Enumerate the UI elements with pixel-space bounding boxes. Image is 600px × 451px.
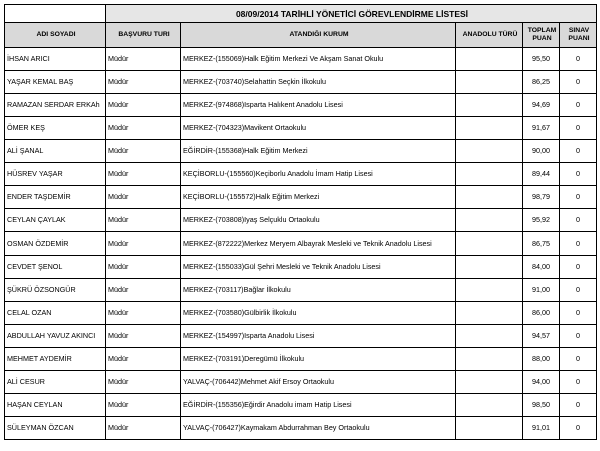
cell-exam: 0 — [560, 232, 597, 256]
assignment-list-table — [4, 4, 597, 440]
cell-type: Müdür — [106, 71, 181, 94]
cell-type: Müdür — [106, 417, 181, 440]
header-institution: ATANDIĞI KURUM — [181, 23, 456, 48]
cell-exam: 0 — [560, 417, 597, 440]
cell-name: YAŞAR KEMAL BAŞ — [5, 71, 106, 94]
cell-institution: MERKEZ-(872222)Merkez Meryem Albayrak Mesleki ve Teknik Anadolu Lisesi — [181, 232, 456, 256]
header-name: ADI SOYADI — [5, 23, 106, 48]
cell-institution: MERKEZ-(703117)Bağlar İlkokulu — [181, 279, 456, 302]
cell-name: ŞÜKRÜ ÖZSONGÜR — [5, 279, 106, 302]
cell-name: ALİ CESUR — [5, 371, 106, 394]
cell-total: 94,69 — [523, 94, 560, 117]
cell-total: 86,25 — [523, 71, 560, 94]
cell-total: 86,75 — [523, 232, 560, 256]
cell-name: CEVDET ŞENOL — [5, 256, 106, 279]
cell-name: ENDER TAŞDEMİR — [5, 186, 106, 209]
header-exam: SINAV PUANI — [560, 23, 597, 48]
cell-exam: 0 — [560, 325, 597, 348]
cell-name: HÜSREV YAŞAR — [5, 163, 106, 186]
cell-institution: MERKEZ-(974868)Isparta Halıkent Anadolu Lisesi — [181, 94, 456, 117]
cell-anadolu — [456, 186, 523, 209]
cell-anadolu — [456, 140, 523, 163]
column-header-row — [5, 23, 597, 48]
cell-name: SÜLEYMAN ÖZCAN — [5, 417, 106, 440]
cell-exam: 0 — [560, 279, 597, 302]
cell-total: 89,44 — [523, 163, 560, 186]
cell-name: ABDULLAH YAVUZ AKINCI — [5, 325, 106, 348]
cell-total: 91,00 — [523, 279, 560, 302]
table-row — [5, 140, 597, 163]
table-row — [5, 48, 597, 71]
table-row — [5, 302, 597, 325]
cell-anadolu — [456, 232, 523, 256]
cell-anadolu — [456, 348, 523, 371]
cell-type: Müdür — [106, 117, 181, 140]
cell-institution: MERKEZ-(703580)Gülbirlik İlkokulu — [181, 302, 456, 325]
cell-exam: 0 — [560, 163, 597, 186]
header-total: TOPLAM PUAN — [523, 23, 560, 48]
table-title: 08/09/2014 TARİHLİ YÖNETİCİ GÖREVLENDİRME LİSTESİ — [106, 5, 597, 23]
table-body — [5, 48, 597, 440]
cell-total: 98,50 — [523, 394, 560, 417]
cell-institution: MERKEZ-(155069)Halk Eğitim Merkezi Ve Akşam Sanat Okulu — [181, 48, 456, 71]
cell-institution: MERKEZ-(704323)Mavikent Ortaokulu — [181, 117, 456, 140]
cell-institution: YALVAÇ-(706427)Kaymakam Abdurrahman Bey Ortaokulu — [181, 417, 456, 440]
cell-institution: MERKEZ-(703740)Selahattin Seçkin İlkokulu — [181, 71, 456, 94]
header-anadolu: ANADOLU TÜRÜ — [456, 23, 523, 48]
cell-institution: MERKEZ-(155033)Gül Şehri Mesleki ve Teknik Anadolu Lisesi — [181, 256, 456, 279]
cell-exam: 0 — [560, 256, 597, 279]
table-row — [5, 209, 597, 232]
cell-name: RAMAZAN SERDAR ERKAh — [5, 94, 106, 117]
cell-total: 88,00 — [523, 348, 560, 371]
cell-type: Müdür — [106, 348, 181, 371]
cell-total: 91,67 — [523, 117, 560, 140]
cell-anadolu — [456, 371, 523, 394]
table-row — [5, 71, 597, 94]
table-row — [5, 186, 597, 209]
cell-type: Müdür — [106, 394, 181, 417]
cell-institution: MERKEZ-(154997)Isparta Anadolu Lisesi — [181, 325, 456, 348]
cell-exam: 0 — [560, 94, 597, 117]
cell-exam: 0 — [560, 348, 597, 371]
cell-anadolu — [456, 279, 523, 302]
cell-institution: EĞİRDİR-(155356)Eğirdir Anadolu imam Hatip Lisesi — [181, 394, 456, 417]
cell-exam: 0 — [560, 48, 597, 71]
cell-name: HAŞAN CEYLAN — [5, 394, 106, 417]
cell-anadolu — [456, 325, 523, 348]
cell-exam: 0 — [560, 117, 597, 140]
table-row — [5, 348, 597, 371]
cell-name: CELAL OZAN — [5, 302, 106, 325]
cell-type: Müdür — [106, 209, 181, 232]
cell-type: Müdür — [106, 163, 181, 186]
cell-anadolu — [456, 117, 523, 140]
cell-anadolu — [456, 48, 523, 71]
cell-name: MEHMET AYDEMİR — [5, 348, 106, 371]
cell-name: OSMAN ÖZDEMİR — [5, 232, 106, 256]
cell-exam: 0 — [560, 71, 597, 94]
cell-type: Müdür — [106, 256, 181, 279]
table-row — [5, 417, 597, 440]
cell-exam: 0 — [560, 186, 597, 209]
cell-total: 95,50 — [523, 48, 560, 71]
cell-total: 86,00 — [523, 302, 560, 325]
cell-name: CEYLAN ÇAYLAK — [5, 209, 106, 232]
cell-exam: 0 — [560, 209, 597, 232]
cell-institution: KEÇİBORLU-(155560)Keçiborlu Anadolu İmam Hatip Lisesi — [181, 163, 456, 186]
cell-type: Müdür — [106, 48, 181, 71]
cell-name: ALİ ŞANAL — [5, 140, 106, 163]
cell-name: ÖMER KEŞ — [5, 117, 106, 140]
cell-exam: 0 — [560, 394, 597, 417]
title-blank-cell — [5, 5, 106, 23]
cell-anadolu — [456, 163, 523, 186]
table-row — [5, 325, 597, 348]
cell-exam: 0 — [560, 302, 597, 325]
cell-exam: 0 — [560, 140, 597, 163]
table-row — [5, 371, 597, 394]
table-row — [5, 279, 597, 302]
cell-type: Müdür — [106, 325, 181, 348]
cell-type: Müdür — [106, 302, 181, 325]
cell-institution: MERKEZ-(703191)Deregümü İlkokulu — [181, 348, 456, 371]
cell-type: Müdür — [106, 279, 181, 302]
cell-total: 84,00 — [523, 256, 560, 279]
cell-total: 95,92 — [523, 209, 560, 232]
cell-anadolu — [456, 302, 523, 325]
cell-total: 90,00 — [523, 140, 560, 163]
cell-type: Müdür — [106, 371, 181, 394]
cell-anadolu — [456, 71, 523, 94]
cell-exam: 0 — [560, 371, 597, 394]
cell-institution: YALVAÇ-(706442)Mehmet Akif Ersoy Ortaokulu — [181, 371, 456, 394]
cell-anadolu — [456, 417, 523, 440]
title-row — [5, 5, 597, 23]
cell-type: Müdür — [106, 94, 181, 117]
table-row — [5, 232, 597, 256]
cell-anadolu — [456, 394, 523, 417]
cell-total: 94,00 — [523, 371, 560, 394]
table-row — [5, 94, 597, 117]
cell-institution: EĞİRDİR-(155368)Halk Eğitim Merkezi — [181, 140, 456, 163]
table-row — [5, 117, 597, 140]
cell-total: 98,79 — [523, 186, 560, 209]
cell-type: Müdür — [106, 140, 181, 163]
cell-institution: MERKEZ-(703808)Iyaş Selçuklu Ortaokulu — [181, 209, 456, 232]
header-type: BAŞVURU TURI — [106, 23, 181, 48]
cell-anadolu — [456, 209, 523, 232]
table-row — [5, 163, 597, 186]
cell-total: 94,57 — [523, 325, 560, 348]
cell-total: 91,01 — [523, 417, 560, 440]
cell-type: Müdür — [106, 186, 181, 209]
cell-type: Müdür — [106, 232, 181, 256]
cell-anadolu — [456, 94, 523, 117]
table-row — [5, 394, 597, 417]
cell-name: İHSAN ARICI — [5, 48, 106, 71]
table-row — [5, 256, 597, 279]
cell-institution: KEÇİBORLU-(155572)Halk Eğitim Merkezi — [181, 186, 456, 209]
cell-anadolu — [456, 256, 523, 279]
